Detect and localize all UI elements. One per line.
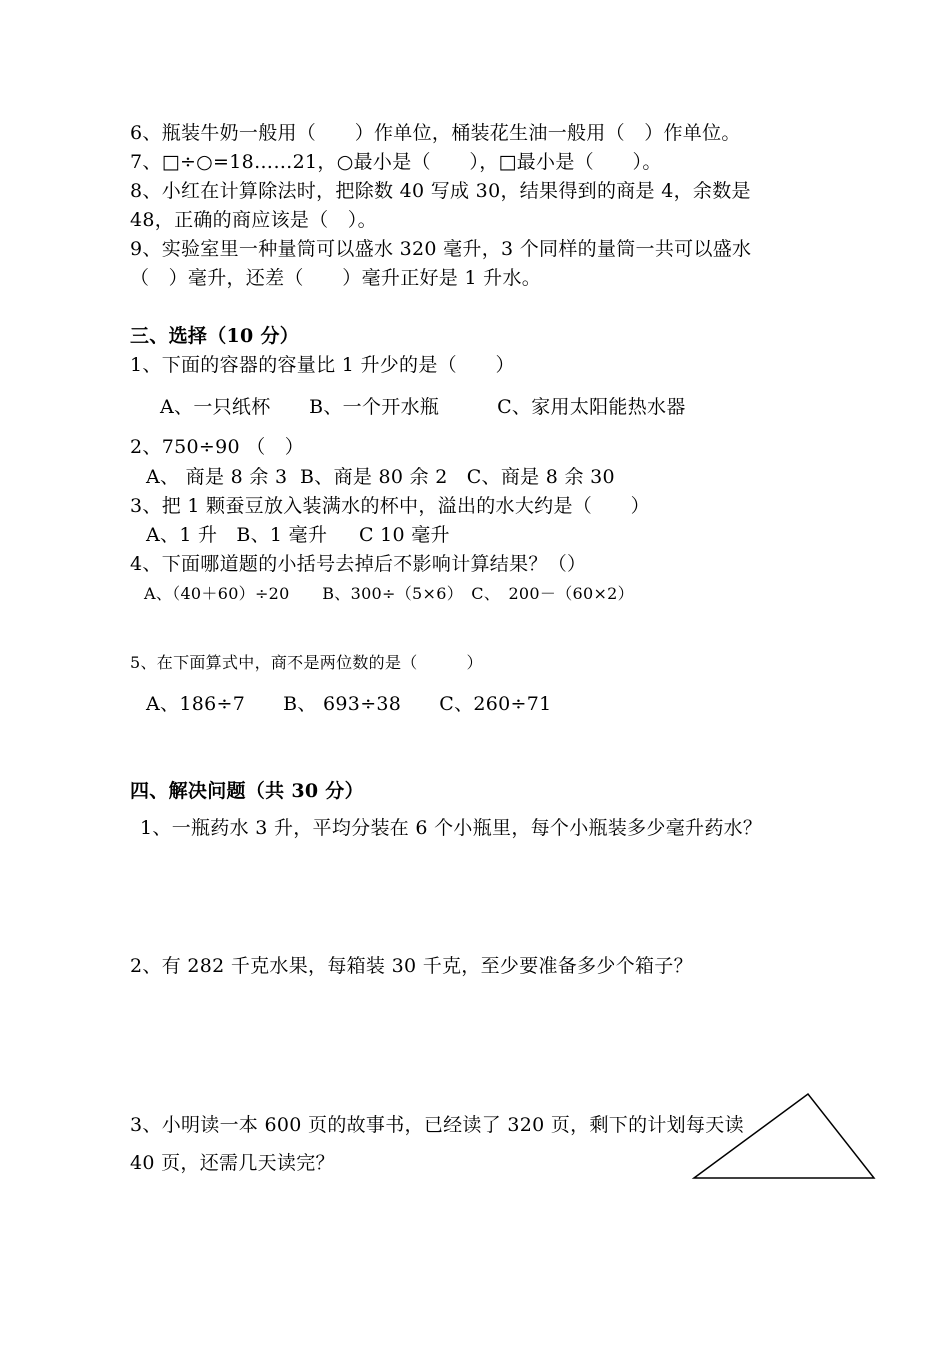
problem-3-line-1: 3、小明读一本 600 页的故事书，已经读了 320 页，剩下的计划每天读 [130, 1114, 744, 1136]
section-choice-heading: 三、选择（10 分） [130, 325, 300, 347]
problem-2: 2、有 282 千克水果，每箱装 30 千克，至少要准备多少个箱子？ [130, 955, 693, 977]
triangle-shape [690, 1090, 880, 1182]
choice-question-5-options: A、186÷7 B、 693÷38 C、260÷71 [146, 693, 552, 715]
choice-question-2-options: A、 商是 8 余 3 B、商是 80 余 2 C、商是 8 余 30 [146, 466, 615, 488]
fill-in-question-7: 7、□÷○=18……21，○最小是（ ），□最小是（ ）。 [130, 151, 662, 173]
section-problems-heading: 四、解决问题（共 30 分） [130, 780, 364, 802]
choice-question-4: 4、下面哪道题的小括号去掉后不影响计算结果？（） [130, 553, 587, 575]
choice-question-3-options: A、1 升 B、1 毫升 C 10 毫升 [146, 524, 450, 546]
choice-question-4-options: A、（40＋60）÷20 B、300÷（5×6） C、 200－（60×2） [144, 584, 634, 603]
fill-in-question-8-line-2: 48，正确的商应该是（ ）。 [130, 209, 377, 231]
fill-in-question-8-line-1: 8、小红在计算除法时，把除数 40 写成 30，结果得到的商是 4，余数是 [130, 180, 751, 202]
choice-question-1-options: A、一只纸杯 B、一个开水瓶 C、家用太阳能热水器 [160, 396, 686, 418]
choice-question-3: 3、把 1 颗蚕豆放入装满水的杯中，溢出的水大约是（ ） [130, 495, 650, 517]
fill-in-question-9-line-1: 9、实验室里一种量筒可以盛水 320 毫升，3 个同样的量筒一共可以盛水 [130, 238, 752, 260]
fill-in-question-9-line-2: （ ）毫升，还差（ ）毫升正好是 1 升水。 [130, 267, 542, 289]
problem-3-line-2: 40 页，还需几天读完？ [130, 1152, 335, 1174]
choice-question-1: 1、下面的容器的容量比 1 升少的是（ ） [130, 354, 515, 376]
triangle-outline [694, 1094, 874, 1178]
choice-question-2: 2、750÷90 （ ） [130, 436, 305, 458]
choice-question-5: 5、在下面算式中，商不是两位数的是（ ） [130, 653, 483, 672]
problem-1: 1、一瓶药水 3 升，平均分装在 6 个小瓶里，每个小瓶装多少毫升药水？ [140, 817, 763, 839]
fill-in-question-6: 6、瓶装牛奶一般用（ ）作单位，桶装花生油一般用（ ）作单位。 [130, 122, 741, 144]
